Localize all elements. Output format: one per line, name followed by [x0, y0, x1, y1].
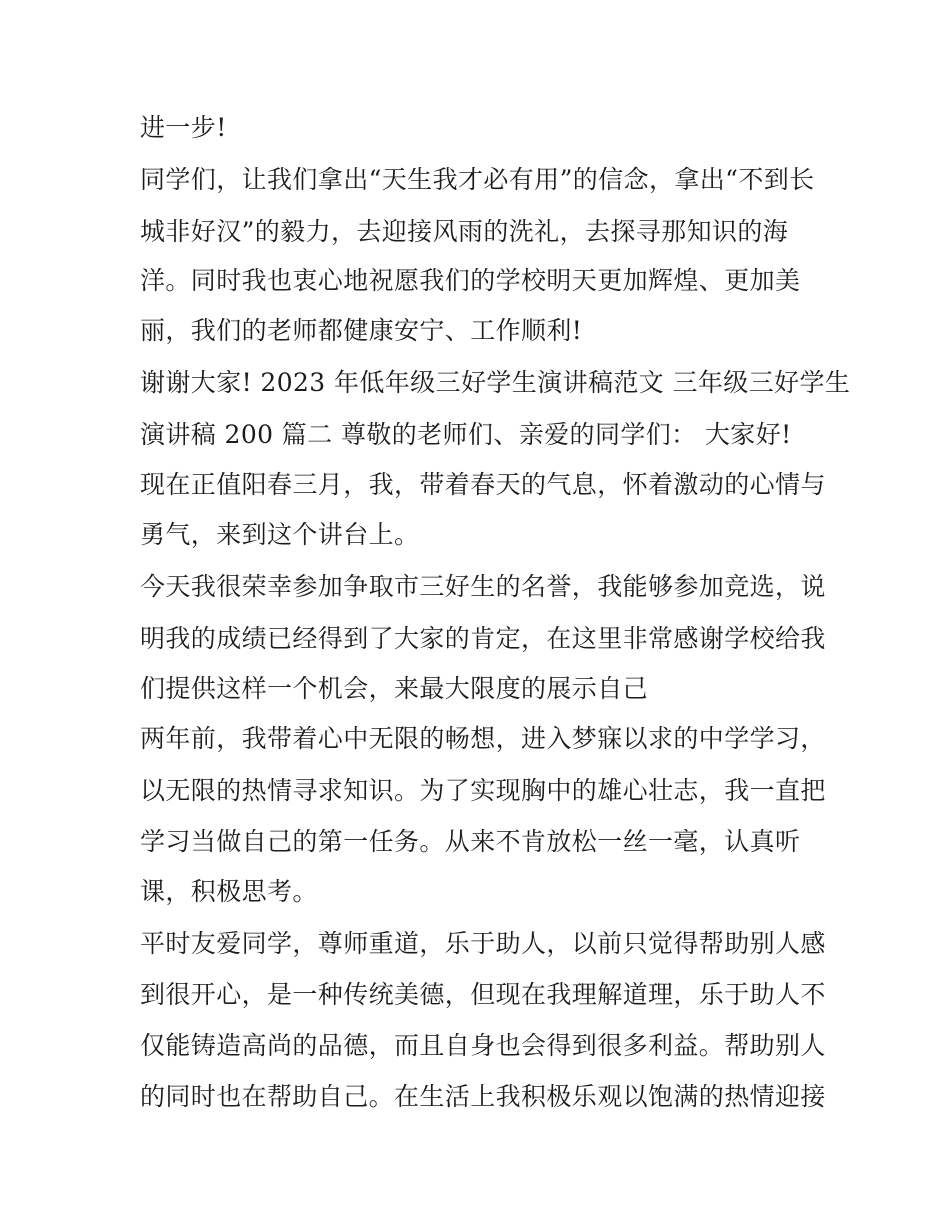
- text-line-3: 城非好汉”的毅力，去迎接风雨的洗礼，去探寻那知识的海: [140, 217, 789, 246]
- text-line-2: 同学们，让我们拿出“天生我才必有用”的信念，拿出“不到长: [140, 165, 815, 194]
- text-line-16: 课，积极思考。: [140, 877, 318, 906]
- text-line-11: 明我的成绩已经得到了大家的肯定，在这里非常感谢学校给我: [140, 624, 826, 653]
- text-line-19: 仅能铸造高尚的品德，而且自身也会得到很多利益。帮助别人: [140, 1031, 826, 1060]
- text-line-14: 以无限的热情寻求知识。为了实现胸中的雄心壮志，我一直把: [140, 776, 826, 805]
- text-line-7: 演讲稿 200 篇二 尊敬的老师们、亲爱的同学们： 大家好!: [140, 420, 792, 449]
- text-line-6: 谢谢大家! 2023 年低年级三好学生演讲稿范文 三年级三好学生: [140, 368, 851, 397]
- text-line-17: 平时友爱同学，尊师重道，乐于助人，以前只觉得帮助别人感: [140, 929, 826, 958]
- text-line-10: 今天我很荣幸参加争取市三好生的名誉，我能够参加竞选，说: [140, 572, 826, 601]
- text-line-13: 两年前，我带着心中无限的畅想，进入梦寐以求的中学学习，: [140, 724, 826, 753]
- text-line-9: 勇气，来到这个讲台上。: [140, 520, 420, 549]
- text-line-5: 丽，我们的老师都健康安宁、工作顺利!: [140, 316, 583, 345]
- text-line-1: 进一步!: [140, 113, 227, 142]
- text-line-12: 们提供这样一个机会，来最大限度的展示自己: [140, 674, 649, 703]
- text-line-20: 的同时也在帮助自己。在生活上我积极乐观以饱满的热情迎接: [140, 1082, 826, 1111]
- text-line-8: 现在正值阳春三月，我，带着春天的气息，怀着激动的心情与: [140, 470, 826, 499]
- text-line-15: 学习当做自己的第一任务。从来不肯放松一丝一毫，认真听: [140, 827, 801, 856]
- text-line-4: 洋。同时我也衷心地祝愿我们的学校明天更加辉煌、更加美: [140, 266, 801, 295]
- text-line-18: 到很开心，是一种传统美德，但现在我理解道理，乐于助人不: [140, 980, 826, 1009]
